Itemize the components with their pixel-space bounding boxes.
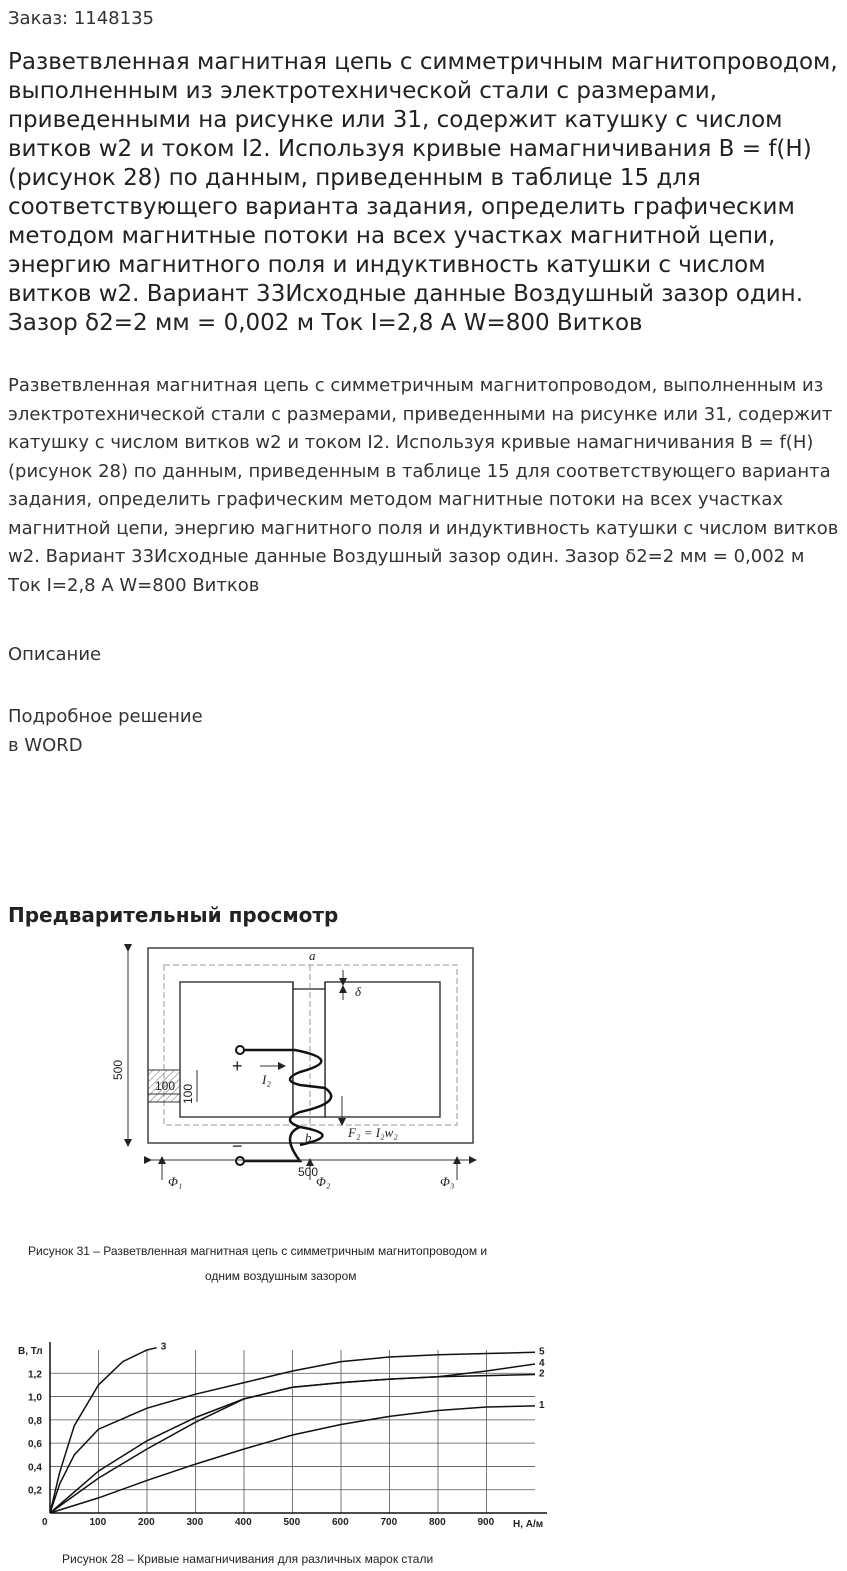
label-b: b [305, 1130, 312, 1145]
x-tick-label: 900 [477, 1517, 495, 1528]
solution-format-line1: Подробное решение [8, 706, 203, 727]
solution-format-line2: в WORD [8, 735, 83, 756]
description-label: Описание [8, 644, 102, 665]
y-tick-label: 1,2 [28, 1369, 42, 1381]
x-tick-label: 600 [332, 1517, 349, 1528]
label-phi2: Φ₂ [316, 1174, 331, 1189]
figure-28-caption: Рисунок 28 – Кривые намагничивания для различных марок стали [62, 1552, 434, 1566]
y-tick-label: 0,2 [28, 1485, 42, 1497]
series-label-1: 1 [539, 1399, 545, 1411]
task-title: Разветвленная магнитная цепь с симметричным магнитопроводом, выполненным из электротехнической стали с размерами, приведенными на рисунке или 31, содержит катушку с числом витков w2 и током I2. Используя кривые намагничивания B = f(H) (рисунок 28) по данным, приведенным в таблице 15 для соответствующего варианта задания, определить графическим методом магнитные потоки на всех участках магнитной цепи, энергию магнитного поля и индуктивность катушки с числом витков w2. Вариант 33Исходные данные Воздушный зазор один. Зазор δ2=2 мм = 0,002 м Ток I=2,8 А W=800 Витков [8, 49, 838, 336]
label-a: a [309, 948, 316, 963]
dim-100-side: 100 [181, 1083, 195, 1104]
figure-31-caption-line1: Рисунок 31 – Разветвленная магнитная цепь с симметричным магнитопроводом и [28, 1244, 488, 1258]
x-tick-label: 200 [138, 1517, 155, 1528]
x-tick-label: 800 [429, 1517, 446, 1528]
dim-100-top: 100 [155, 1079, 176, 1093]
figure-28-magnetization-chart [0, 1330, 847, 1571]
series-line-3 [50, 1348, 157, 1513]
y-tick-label: 1,0 [28, 1392, 42, 1404]
task-description: Разветвленная магнитная цепь с симметричным магнитопроводом, выполненным из электротехнической стали с размерами, приведенными на рисунке или 31, содержит катушку с числом витков w2 и током I2. Используя кривые намагничивания B = f(H) (рисунок 28) по данным, приведенным в таблице 15 для соответствующего варианта задания, определить графическим методом магнитные потоки на всех участках магнитной цепи, энергию магнитного поля и индуктивность катушки с числом витков w2. Вариант 33Исходные данные Воздушный зазор один. Зазор δ2=2 мм = 0,002 м Ток I=2,8 А W=800 Витков [8, 375, 839, 596]
label-i2: I₂ [262, 1072, 271, 1087]
label-phi3: Φ₃ [440, 1174, 455, 1189]
preview-heading: Предварительный просмотр [8, 903, 339, 927]
dim-500-horizontal: 500 [298, 1165, 319, 1179]
series-label-5: 5 [539, 1346, 545, 1358]
label-plus: + [232, 1056, 243, 1076]
series-label-2: 2 [539, 1368, 545, 1380]
y-axis-label: B, Тл [18, 1346, 43, 1357]
y-tick-label: 0,4 [28, 1462, 42, 1474]
x-tick-label: 700 [380, 1517, 398, 1528]
dim-500-vertical: 500 [111, 1059, 125, 1080]
x-tick-label: 400 [235, 1517, 252, 1528]
label-delta: δ [355, 984, 362, 999]
label-phi1: Φ₁ [168, 1174, 183, 1189]
x-tick-label: 100 [89, 1517, 107, 1528]
figure-31-caption-line2: одним воздушным зазором [205, 1269, 357, 1283]
series-label-4: 4 [539, 1357, 545, 1369]
x-tick-label: 500 [283, 1517, 301, 1528]
series-label-3: 3 [160, 1341, 167, 1353]
y-tick-label: 0,8 [28, 1415, 42, 1427]
x-tick-label: 300 [186, 1517, 204, 1528]
x-tick-label: 0 [42, 1517, 48, 1528]
order-number: Заказ: 1148135 [8, 8, 154, 29]
x-axis-label: H, А/м [513, 1519, 544, 1530]
figure-31-magnetic-circuit [0, 940, 847, 1290]
y-tick-label: 0,6 [28, 1439, 42, 1451]
label-f2: F₂ = I₂w₂ [348, 1125, 398, 1140]
label-minus: − [232, 1136, 243, 1156]
